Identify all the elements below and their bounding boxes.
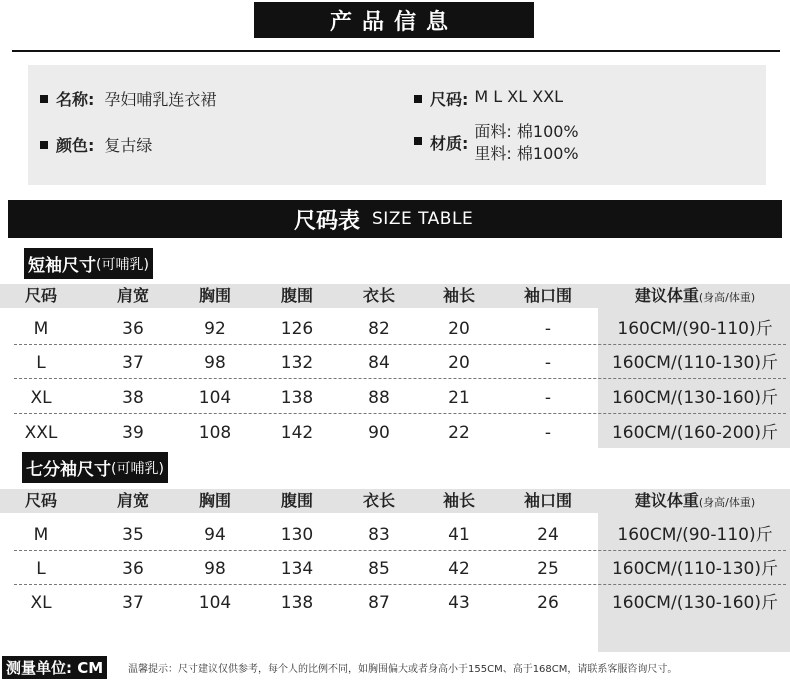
table-cell: XL [30, 593, 52, 613]
bullet-icon [40, 95, 48, 103]
table-cell: L [36, 353, 46, 373]
column-header-label: 肩宽 [116, 286, 149, 305]
table-cell: 37 [122, 593, 144, 613]
name-value: 孕妇哺乳连衣裙 [104, 90, 217, 109]
table-cell: 160CM/(90-110)斤 [617, 319, 773, 339]
material-values [474, 121, 578, 165]
short-sleeve-title: 短袖尺寸 [28, 256, 96, 276]
table-cell: 39 [122, 423, 144, 443]
info-name [40, 87, 216, 110]
table-cell: L [36, 559, 46, 579]
info-material [414, 121, 579, 165]
table-cell: 160CM/(90-110)斤 [617, 525, 773, 545]
row-divider [14, 584, 786, 585]
table-cell: 132 [280, 353, 314, 373]
table-cell: 98 [204, 559, 226, 579]
row-divider [14, 550, 786, 551]
column-header [339, 489, 419, 513]
table-cell: 35 [122, 525, 144, 545]
column-header-label: 袖口围 [523, 286, 572, 305]
table-cell: 94 [204, 525, 226, 545]
column-header [1, 489, 81, 513]
material-label: 材质: [430, 134, 469, 153]
table-cell: 88 [368, 388, 390, 408]
row-divider [14, 378, 786, 379]
size-table-banner [8, 200, 782, 238]
size-note: 温馨提示：尺寸建议仅供参考，每个人的比例不同，如胸围偏大或者身高小于155CM、高于168CM，请联系客服咨询尺寸。 [128, 664, 678, 675]
table-cell: 42 [448, 559, 470, 579]
table-cell: M [33, 525, 49, 545]
product-info-panel [28, 65, 766, 185]
table-cell: 160CM/(110-130)斤 [611, 353, 778, 373]
column-header-label: 建议体重 [634, 491, 699, 510]
column-header-label: 袖口围 [523, 491, 572, 510]
short-sleeve-label [24, 248, 153, 279]
column-header-label: 肩宽 [116, 491, 149, 510]
column-header [257, 489, 337, 513]
table-cell: 108 [198, 423, 232, 443]
column-header-label: 袖长 [442, 286, 475, 305]
table-cell: 20 [448, 319, 470, 339]
column-header-label: 衣长 [362, 286, 395, 305]
table-cell: 142 [280, 423, 314, 443]
column-header [600, 284, 790, 310]
column-header [419, 489, 499, 513]
table-cell: 98 [204, 353, 226, 373]
table-cell: 130 [280, 525, 314, 545]
table-cell: 36 [122, 319, 144, 339]
name-label: 名称: [56, 90, 95, 109]
material-line: 面料: 棉100% [474, 122, 579, 141]
table-cell: 134 [280, 559, 314, 579]
table-cell: 22 [448, 423, 470, 443]
table-cell: 138 [280, 388, 314, 408]
size-table-title: 尺码表 [294, 208, 361, 234]
table-cell: 90 [368, 423, 390, 443]
table-cell: 37 [122, 353, 144, 373]
table-cell: 92 [204, 319, 226, 339]
table-cell: - [544, 423, 552, 443]
row-divider [14, 413, 786, 414]
column-header-label: 腹围 [280, 491, 313, 510]
material-line: 里料: 棉100% [474, 144, 579, 163]
table-cell: 160CM/(110-130)斤 [611, 559, 778, 579]
info-color [40, 133, 152, 156]
table-cell: 160CM/(130-160)斤 [611, 388, 778, 408]
table-cell: 85 [368, 559, 390, 579]
column-header-label: 尺码 [24, 491, 57, 510]
bullet-icon [414, 137, 422, 145]
table-cell: 138 [280, 593, 314, 613]
three-quarter-sleeve-label [22, 452, 168, 483]
table-cell: 84 [368, 353, 390, 373]
table-cell: 41 [448, 525, 470, 545]
table-cell: 82 [368, 319, 390, 339]
product-info-title: 产品信息 [254, 2, 534, 38]
table-cell: 24 [537, 525, 559, 545]
column-header [1, 284, 81, 308]
table-cell: - [544, 353, 552, 373]
table-cell: XL [30, 388, 52, 408]
table-cell: 104 [198, 593, 232, 613]
table-cell: 20 [448, 353, 470, 373]
column-header-label: 胸围 [198, 286, 231, 305]
table-cell: 26 [537, 593, 559, 613]
size-label: 尺码: [430, 90, 469, 109]
three-quarter-sleeve-note: (可哺乳) [111, 460, 164, 477]
table-cell: 104 [198, 388, 232, 408]
column-header [175, 284, 255, 308]
weight-header-note: (身高/体重) [698, 496, 756, 509]
table-cell: 43 [448, 593, 470, 613]
column-header-label: 尺码 [24, 286, 57, 305]
column-header [93, 489, 173, 513]
column-header-label: 衣长 [362, 491, 395, 510]
table-cell: 160CM/(160-200)斤 [611, 423, 778, 443]
column-header-label: 袖长 [442, 491, 475, 510]
bullet-icon [414, 95, 422, 103]
column-header [503, 284, 593, 308]
size-table-title-en: SIZE TABLE [372, 209, 474, 229]
table-cell: 160CM/(130-160)斤 [611, 593, 778, 613]
color-label: 颜色: [56, 136, 95, 155]
short-sleeve-note: (可哺乳) [96, 256, 149, 273]
column-header [600, 489, 790, 515]
column-header [175, 489, 255, 513]
weight-header-note: (身高/体重) [698, 291, 756, 304]
size-value: M L XL XXL [474, 87, 564, 106]
column-header [419, 284, 499, 308]
column-header-label: 胸围 [198, 491, 231, 510]
title-divider [12, 50, 780, 52]
table-cell: 38 [122, 388, 144, 408]
table-cell: M [33, 319, 49, 339]
bullet-icon [40, 141, 48, 149]
table-cell: XXL [24, 423, 58, 443]
table-cell: 83 [368, 525, 390, 545]
table-cell: 21 [448, 388, 470, 408]
table-cell: 126 [280, 319, 314, 339]
column-header-label: 建议体重 [634, 286, 699, 305]
color-value: 复古绿 [104, 136, 153, 155]
table-cell: 25 [537, 559, 559, 579]
column-header-label: 腹围 [280, 286, 313, 305]
table-cell: 36 [122, 559, 144, 579]
column-header [339, 284, 419, 308]
column-header [257, 284, 337, 308]
info-size [414, 87, 563, 110]
three-quarter-sleeve-title: 七分袖尺寸 [26, 460, 111, 480]
column-header [93, 284, 173, 308]
table-cell: - [544, 319, 552, 339]
measurement-unit: 测量单位: CM [2, 656, 107, 679]
table-cell: 87 [368, 593, 390, 613]
row-divider [14, 344, 786, 345]
column-header [503, 489, 593, 513]
table-cell: - [544, 388, 552, 408]
